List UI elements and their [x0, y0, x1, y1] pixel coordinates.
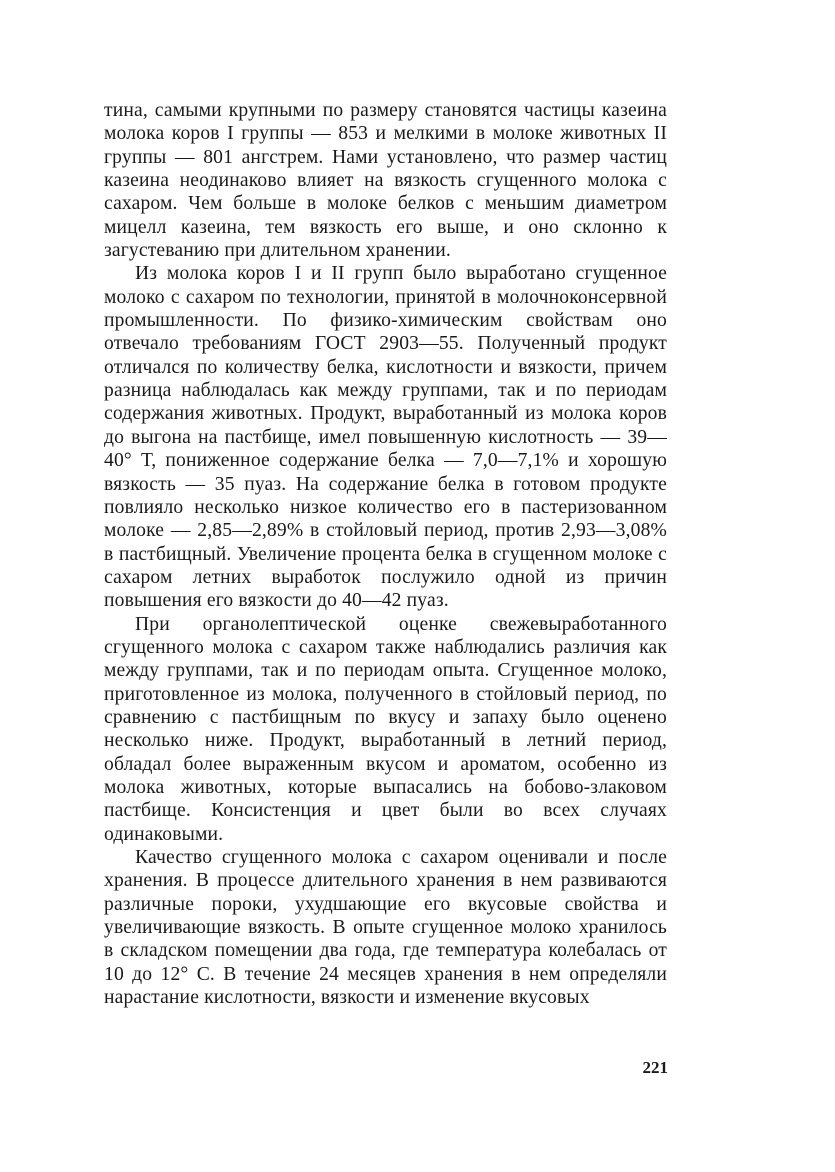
paragraph-1: тина, самыми крупными по размеру становятся частицы казеина молока коров I группы — 853 и мелкими в молоке животных II группы — 801 ангстрем. Нами установлено, что размер частиц казеина неодинаково влияет на вязкость сгущенного молока с сахаром. Чем больше в молоке белков с меньшим диаметром мицелл казеина, тем вязкость его выше, и оно склонно к загустеванию при длительном хранении.: [104, 100, 667, 262]
page-number: 221: [642, 1058, 668, 1077]
paragraph-3: При органолептической оценке свежевыработанного сгущенного молока с сахаром также наблюдались различия как между группами, так и по периодам опыта. Сгущенное молоко, приготовленное из молока, полученного в стойловый период, по сравнению с пастбищным по вкусу и запаху было оценено несколько ниже. Продукт, выработанный в летний период, обладал более выраженным вкусом и ароматом, особенно из молока животных, которые выпасались на бобово-злаковом пастбище. Консистенция и цвет были во всех случаях одинаковыми.: [104, 613, 667, 845]
paragraph-2: Из молока коров I и II групп было выработано сгущенное молоко с сахаром по технологии, принятой в молочноконсервной промышленности. По физико-химическим свойствам оно отвечало требованиям ГОСТ 2903—55. Полученный продукт отличался по количеству белка, кислотности и вязкости, причем разница наблюдалась как между группами, так и по периодам содержания животных. Продукт, выработанный из молока коров до выгона на пастбище, имел повышенную кислотность — 39—40° Т, пониженное содержание белка — 7,0—7,1% и хорошую вязкость — 35 пуаз. На содержание белка в готовом продукте повлияло несколько низкое количество его в пастеризованном молоке — 2,85—2,89% в стойловый период, против 2,93—3,08% в пастбищный. Увеличение процента белка в сгущенном молоке с сахаром летних выработок послужило одной из причин повышения его вязкости до 40—42 пуаз.: [104, 263, 667, 612]
body-text: [104, 99, 667, 1009]
paragraph-4: Качество сгущенного молока с сахаром оценивали и после хранения. В процессе длительного хранения в нем развиваются различные пороки, ухудшающие его вкусовые свойства и увеличивающие вязкость. В опыте сгущенное молоко хранилось в складском помещении два года, где температура колебалась от 10 до 12° С. В течение 24 месяцев хранения в нем определяли нарастание кислотности, вязкости и изменение вкусовых: [104, 847, 667, 1009]
